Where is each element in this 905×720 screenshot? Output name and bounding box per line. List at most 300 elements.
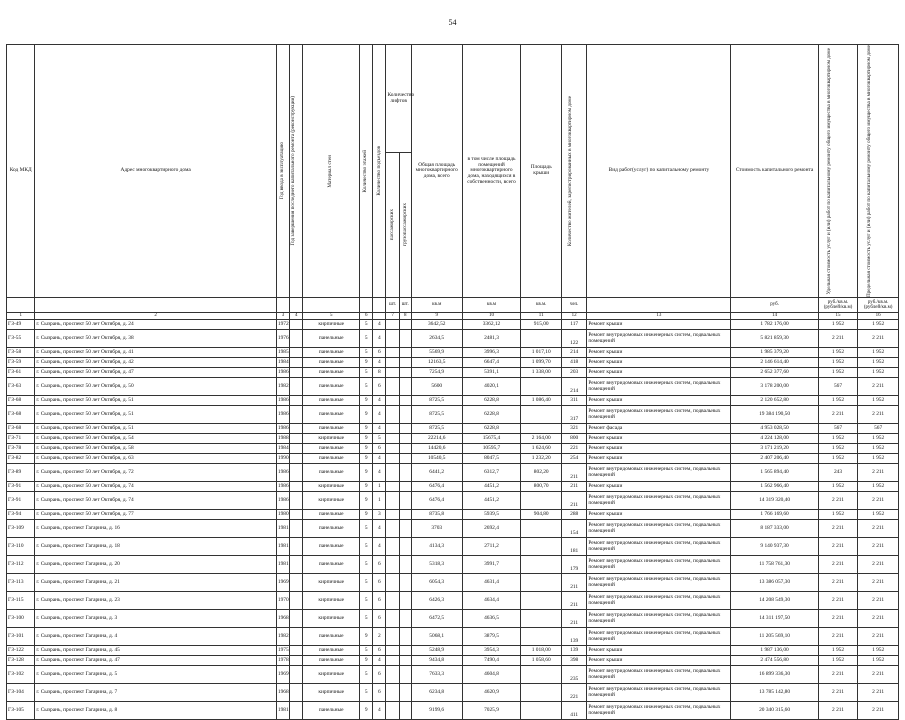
cell-max: 2 211 xyxy=(858,464,899,482)
col-index: 4 xyxy=(290,313,303,320)
cell-total: 6472,5 xyxy=(411,610,462,628)
cell-empty xyxy=(386,538,399,556)
table-row xyxy=(7,666,899,684)
cell-empty xyxy=(386,368,399,378)
col-index: 13 xyxy=(587,313,731,320)
cell-people: 288 xyxy=(562,510,587,520)
cell-empty xyxy=(290,510,303,520)
cell-max: 1 952 xyxy=(858,454,899,464)
cell-floors: 5 xyxy=(360,592,373,610)
table-row xyxy=(7,574,899,592)
table-row xyxy=(7,444,899,454)
cell-address: г. Сызрань, проспект 50 лет Октября, д. 41 xyxy=(35,348,277,358)
cell-mat: кирпичные xyxy=(303,610,360,628)
cell-code: ГЗ-61 xyxy=(7,368,35,378)
cell-empty xyxy=(290,406,303,424)
col-year-built-header: Год ввода в эксплуатацию xyxy=(276,45,289,298)
col-index: 3 xyxy=(276,313,289,320)
cell-ent: 6 xyxy=(373,348,386,358)
cell-total: 3642,52 xyxy=(411,320,462,330)
unit-cell: кв.м xyxy=(411,298,462,313)
cell-cost: 3 178 200,00 xyxy=(731,378,818,396)
cell-mat: панельные xyxy=(303,464,360,482)
cell-cost: 2 146 614,40 xyxy=(731,358,818,368)
cell-total: 7254,9 xyxy=(411,368,462,378)
cell-code: ГЗ-101 xyxy=(7,628,35,646)
cell-empty xyxy=(386,684,399,702)
cell-address: г. Сызрань, проспект 50 лет Октября, д. 74 xyxy=(35,482,277,492)
cell-address: г. Сызрань, проспект Гагарина, д. 45 xyxy=(35,646,277,656)
cell-res: 6228,8 xyxy=(462,424,521,434)
table-row xyxy=(7,592,899,610)
table-row xyxy=(7,610,899,628)
cell-empty xyxy=(290,646,303,656)
cell-empty xyxy=(399,684,411,702)
cell-year: 1981 xyxy=(276,702,289,720)
col-cost-header: Стоимость капитального ремонта xyxy=(731,45,818,298)
cell-empty xyxy=(399,510,411,520)
cell-ent: 6 xyxy=(373,610,386,628)
cell-ent: 4 xyxy=(373,454,386,464)
cell-total: 5248,9 xyxy=(411,646,462,656)
cell-roof xyxy=(521,628,562,646)
cell-max: 1 952 xyxy=(858,368,899,378)
cell-empty xyxy=(399,330,411,348)
cell-year: 1986 xyxy=(276,482,289,492)
cell-empty xyxy=(386,482,399,492)
cell-res: 4020,1 xyxy=(462,378,521,396)
cell-res: 4620,9 xyxy=(462,684,521,702)
cell-roof: 1 624,60 xyxy=(521,444,562,454)
cell-empty xyxy=(386,320,399,330)
cell-total: 5600 xyxy=(411,378,462,396)
page-number: 54 xyxy=(448,18,457,27)
cell-empty xyxy=(386,628,399,646)
cell-total: 5318,3 xyxy=(411,556,462,574)
cell-ent: 4 xyxy=(373,358,386,368)
cell-code: ГЗ-104 xyxy=(7,684,35,702)
cell-people: 221 xyxy=(562,444,587,454)
cell-ent: 4 xyxy=(373,656,386,666)
cell-empty xyxy=(399,358,411,368)
col-index: 7 xyxy=(386,313,399,320)
table-row xyxy=(7,628,899,646)
cell-res: 15675,4 xyxy=(462,434,521,444)
cell-roof: 904,80 xyxy=(521,510,562,520)
cell-work: Ремонт крыши xyxy=(587,368,731,378)
cell-cost: 20 340 315,60 xyxy=(731,702,818,720)
table-row xyxy=(7,702,899,720)
cell-year: 1981 xyxy=(276,538,289,556)
cell-empty xyxy=(290,656,303,666)
cell-cost: 4 224 128,00 xyxy=(731,434,818,444)
cell-people: 117 xyxy=(562,320,587,330)
cell-people: 211 xyxy=(562,592,587,610)
cell-floors: 9 xyxy=(360,482,373,492)
cell-floors: 9 xyxy=(360,358,373,368)
cell-address: г. Сызрань, проспект Гагарина, д. 3 xyxy=(35,610,277,628)
cell-res: 3362,12 xyxy=(462,320,521,330)
cell-mat: кирпичные xyxy=(303,666,360,684)
cell-year: 1968 xyxy=(276,610,289,628)
cell-code: ГЗ-78 xyxy=(7,444,35,454)
cell-unit: 2 211 xyxy=(818,684,858,702)
units-row xyxy=(7,298,899,313)
cell-address: г. Сызрань, проспект Гагарина, д. 18 xyxy=(35,538,277,556)
cell-year: 1990 xyxy=(276,454,289,464)
cell-ent: 1 xyxy=(373,482,386,492)
cell-max: 1 952 xyxy=(858,656,899,666)
table-row xyxy=(7,656,899,666)
cell-empty xyxy=(399,610,411,628)
cell-res: 2711,2 xyxy=(462,538,521,556)
cell-ent: 6 xyxy=(373,592,386,610)
cell-code: ГЗ-105 xyxy=(7,702,35,720)
cell-work: Ремонт крыши xyxy=(587,656,731,666)
unit-cell: руб./кв.м. (рублей/кв.м) xyxy=(818,298,858,313)
table-row xyxy=(7,646,899,656)
cell-floors: 9 xyxy=(360,434,373,444)
cell-max: 2 211 xyxy=(858,628,899,646)
cell-max: 1 952 xyxy=(858,348,899,358)
table-row xyxy=(7,684,899,702)
cell-empty xyxy=(399,574,411,592)
cell-max: 2 211 xyxy=(858,574,899,592)
cell-total: 22214,6 xyxy=(411,434,462,444)
cell-roof xyxy=(521,610,562,628)
unit-cell: руб./кв.м. (рублей/кв.м) xyxy=(858,298,899,313)
cell-year: 1985 xyxy=(276,348,289,358)
cell-mat: кирпичные xyxy=(303,592,360,610)
cell-address: г. Сызрань, проспект 50 лет Октября, д. 58 xyxy=(35,444,277,454)
cell-year: 1986 xyxy=(276,464,289,482)
cell-people: 800 xyxy=(562,434,587,444)
cell-address: г. Сызрань, проспект 50 лет Октября, д. 42 xyxy=(35,358,277,368)
cell-code: ГЗ-71 xyxy=(7,434,35,444)
unit-cell: кв.м. xyxy=(521,298,562,313)
cell-res: 4631,4 xyxy=(462,574,521,592)
col-index: 6 xyxy=(360,313,373,320)
cell-address: г. Сызрань, проспект Гагарина, д. 20 xyxy=(35,556,277,574)
table-row xyxy=(7,348,899,358)
cell-empty xyxy=(399,492,411,510)
cell-unit: 567 xyxy=(818,378,858,396)
cell-total: 14420,6 xyxy=(411,444,462,454)
cell-year: 1982 xyxy=(276,378,289,396)
cell-year: 1986 xyxy=(276,368,289,378)
cell-total: 7633,3 xyxy=(411,666,462,684)
cell-code: ГЗ-94 xyxy=(7,510,35,520)
cell-people: 398 xyxy=(562,656,587,666)
cell-cost: 2 652 377,60 xyxy=(731,368,818,378)
cell-year: 1969 xyxy=(276,666,289,684)
cell-roof: 1 058,60 xyxy=(521,656,562,666)
cell-cost: 13 386 057,30 xyxy=(731,574,818,592)
cell-people: 154 xyxy=(562,520,587,538)
cell-cost: 16 899 336,30 xyxy=(731,666,818,684)
cell-year: 1982 xyxy=(276,628,289,646)
cell-unit: 1 952 xyxy=(818,348,858,358)
cell-work: Ремонт крыши xyxy=(587,444,731,454)
cell-address: г. Сызрань, проспект 50 лет Октября, д. 47 xyxy=(35,368,277,378)
unit-cell: кв.м xyxy=(462,298,521,313)
cell-empty xyxy=(290,610,303,628)
cell-work: Ремонт внутридомовых инженерных систем, подвальных помещений xyxy=(587,610,731,628)
cell-res: 6312,7 xyxy=(462,464,521,482)
cell-roof xyxy=(521,574,562,592)
cell-unit: 2 211 xyxy=(818,330,858,348)
cell-code: ГЗ-102 xyxy=(7,666,35,684)
cell-work: Ремонт крыши xyxy=(587,358,731,368)
cell-empty xyxy=(290,424,303,434)
unit-cell: чел. xyxy=(562,298,587,313)
cell-max: 2 211 xyxy=(858,378,899,396)
cell-max: 1 952 xyxy=(858,510,899,520)
cell-empty xyxy=(386,592,399,610)
cell-people: 211 xyxy=(562,574,587,592)
cell-work: Ремонт внутридомовых инженерных систем, подвальных помещений xyxy=(587,592,731,610)
cell-cost: 1 766 169,60 xyxy=(731,510,818,520)
cell-roof xyxy=(521,702,562,720)
table-row xyxy=(7,454,899,464)
cell-code: ГЗ-113 xyxy=(7,574,35,592)
cell-year: 1984 xyxy=(276,444,289,454)
cell-empty xyxy=(386,348,399,358)
col-index xyxy=(373,313,386,320)
cell-res: 5939,5 xyxy=(462,510,521,520)
cell-cost: 1 987 136,00 xyxy=(731,646,818,656)
cell-cost: 19 384 190,50 xyxy=(731,406,818,424)
cell-mat: панельные xyxy=(303,444,360,454)
col-index: 15 xyxy=(818,313,858,320)
cell-total: 8725,5 xyxy=(411,406,462,424)
cell-work: Ремонт внутридомовых инженерных систем, подвальных помещений xyxy=(587,520,731,538)
col-year-renov-header: Год завершения последнего капитального ремонта (реконструкции) xyxy=(290,45,303,298)
cell-mat: панельные xyxy=(303,510,360,520)
cell-work: Ремонт внутридомовых инженерных систем, подвальных помещений xyxy=(587,556,731,574)
cell-floors: 5 xyxy=(360,368,373,378)
cell-ent: 6 xyxy=(373,684,386,702)
cell-max: 1 952 xyxy=(858,396,899,406)
cell-cost: 1 565 894,40 xyxy=(731,464,818,482)
cell-empty xyxy=(386,702,399,720)
cell-empty xyxy=(290,684,303,702)
table-row xyxy=(7,434,899,444)
col-lifts-passenger-header: пассажирских xyxy=(386,153,399,298)
cell-work: Ремонт фасада xyxy=(587,424,731,434)
cell-empty xyxy=(386,444,399,454)
cell-total: 6234,8 xyxy=(411,684,462,702)
cell-code: ГЗ-128 xyxy=(7,656,35,666)
table-row xyxy=(7,538,899,556)
cell-res: 6228,8 xyxy=(462,406,521,424)
cell-address: г. Сызрань, проспект 50 лет Октября, д. 77 xyxy=(35,510,277,520)
cell-res: 2692,4 xyxy=(462,520,521,538)
cell-res: 5391,1 xyxy=(462,368,521,378)
col-material-header: Материал стен xyxy=(303,45,360,298)
cell-unit: 1 952 xyxy=(818,656,858,666)
col-index: 5 xyxy=(303,313,360,320)
cell-unit: 2 211 xyxy=(818,628,858,646)
cell-ent: 1 xyxy=(373,492,386,510)
cell-work: Ремонт крыши xyxy=(587,646,731,656)
cell-people: 211 xyxy=(562,610,587,628)
cell-floors: 5 xyxy=(360,538,373,556)
cell-empty xyxy=(290,520,303,538)
cell-ent: 4 xyxy=(373,396,386,406)
table-row xyxy=(7,406,899,424)
cell-ent: 8 xyxy=(373,368,386,378)
cell-year: 1981 xyxy=(276,556,289,574)
cell-total: 8725,5 xyxy=(411,396,462,406)
cell-empty xyxy=(399,320,411,330)
cell-address: г. Сызрань, проспект 50 лет Октября, д. 74 xyxy=(35,492,277,510)
cell-ent: 6 xyxy=(373,444,386,454)
cell-people: 254 xyxy=(562,454,587,464)
cell-empty xyxy=(290,482,303,492)
unit-cell: шт. xyxy=(386,298,399,313)
cell-max: 2 211 xyxy=(858,666,899,684)
cell-res: 4451,2 xyxy=(462,492,521,510)
cell-total: 6054,3 xyxy=(411,574,462,592)
cell-year: 1968 xyxy=(276,684,289,702)
col-index: 9 xyxy=(411,313,462,320)
cell-empty xyxy=(386,330,399,348)
cell-year: 1988 xyxy=(276,434,289,444)
cell-empty xyxy=(386,378,399,396)
cell-roof xyxy=(521,538,562,556)
cell-year: 1980 xyxy=(276,510,289,520)
cell-empty xyxy=(399,406,411,424)
cell-work: Ремонт крыши xyxy=(587,396,731,406)
cell-code: ГЗ-110 xyxy=(7,538,35,556)
cell-mat: кирпичные xyxy=(303,482,360,492)
col-lifts-header: Количество лифтов xyxy=(386,45,411,153)
cell-empty xyxy=(290,574,303,592)
cell-floors: 5 xyxy=(360,556,373,574)
cell-mat: панельные xyxy=(303,424,360,434)
cell-res: 6228,8 xyxy=(462,396,521,406)
cell-unit: 1 952 xyxy=(818,454,858,464)
cell-empty xyxy=(290,666,303,684)
cell-empty xyxy=(399,482,411,492)
cell-ent: 4 xyxy=(373,464,386,482)
cell-total: 6426,3 xyxy=(411,592,462,610)
cell-mat: панельные xyxy=(303,330,360,348)
col-index: 8 xyxy=(399,313,411,320)
cell-floors: 5 xyxy=(360,348,373,358)
cell-code: ГЗ-68 xyxy=(7,406,35,424)
cell-floors: 5 xyxy=(360,574,373,592)
cell-res: 10595,7 xyxy=(462,444,521,454)
cell-people: 203 xyxy=(562,368,587,378)
table-body xyxy=(7,320,899,720)
cell-unit: 1 952 xyxy=(818,434,858,444)
cell-unit: 2 211 xyxy=(818,556,858,574)
cell-empty xyxy=(399,444,411,454)
cell-roof: 1 338,00 xyxy=(521,368,562,378)
cell-ent: 5 xyxy=(373,434,386,444)
header-row-top xyxy=(7,45,899,153)
cell-empty xyxy=(399,348,411,358)
repair-register-table xyxy=(6,44,899,720)
cell-floors: 5 xyxy=(360,646,373,656)
cell-roof: 800,70 xyxy=(521,482,562,492)
cell-empty xyxy=(386,574,399,592)
cell-empty xyxy=(290,444,303,454)
cell-max: 2 211 xyxy=(858,492,899,510)
cell-people: 139 xyxy=(562,646,587,656)
cell-empty xyxy=(290,434,303,444)
cell-address: г. Сызрань, проспект 50 лет Октября, д. 54 xyxy=(35,434,277,444)
cell-unit: 2 211 xyxy=(818,574,858,592)
cell-floors: 9 xyxy=(360,510,373,520)
cell-max: 1 952 xyxy=(858,320,899,330)
cell-res: 4634,4 xyxy=(462,592,521,610)
cell-people: 181 xyxy=(562,538,587,556)
cell-res: 3996,3 xyxy=(462,348,521,358)
col-address-header: Адрес многоквартирного дома xyxy=(35,45,277,298)
cell-max: 2 211 xyxy=(858,684,899,702)
col-entrances-header: Количество подъездов xyxy=(373,45,386,298)
cell-empty xyxy=(399,556,411,574)
cell-res: 3879,5 xyxy=(462,628,521,646)
cell-res: 4636,5 xyxy=(462,610,521,628)
cell-year: 1969 xyxy=(276,574,289,592)
cell-address: г. Сызрань, проспект 50 лет Октября, д. 51 xyxy=(35,396,277,406)
cell-people: 179 xyxy=(562,556,587,574)
cell-year: 1975 xyxy=(276,646,289,656)
cell-year: 1986 xyxy=(276,424,289,434)
cell-people: 211 xyxy=(562,482,587,492)
table-row xyxy=(7,424,899,434)
cell-floors: 9 xyxy=(360,492,373,510)
cell-floors: 9 xyxy=(360,444,373,454)
cell-work: Ремонт внутридомовых инженерных систем, подвальных помещений xyxy=(587,684,731,702)
cell-unit: 1 952 xyxy=(818,320,858,330)
cell-ent: 3 xyxy=(373,510,386,520)
cell-year: 1984 xyxy=(276,358,289,368)
cell-empty xyxy=(290,348,303,358)
cell-unit: 1 952 xyxy=(818,368,858,378)
cell-work: Ремонт внутридомовых инженерных систем, подвальных помещений xyxy=(587,492,731,510)
cell-work: Ремонт крыши xyxy=(587,482,731,492)
cell-res: 7025,9 xyxy=(462,702,521,720)
cell-address: г. Сызрань, проспект 50 лет Октября, д. 51 xyxy=(35,424,277,434)
cell-cost: 2 120 652,80 xyxy=(731,396,818,406)
cell-total: 2634,5 xyxy=(411,330,462,348)
cell-total: 5569,9 xyxy=(411,348,462,358)
cell-empty xyxy=(290,378,303,396)
cell-max: 2 211 xyxy=(858,592,899,610)
cell-floors: 9 xyxy=(360,424,373,434)
col-unit-cost-header: Удельная стоимость услуг и (или) работ по капитальному ремонту общего имущества в многоквартирном доме xyxy=(818,45,858,298)
cell-code: ГЗ-58 xyxy=(7,348,35,358)
cell-code: ГЗ-49 xyxy=(7,320,35,330)
cell-unit: 1 952 xyxy=(818,444,858,454)
cell-roof xyxy=(521,684,562,702)
cell-empty xyxy=(386,510,399,520)
table-row xyxy=(7,510,899,520)
cell-code: ГЗ-59 xyxy=(7,358,35,368)
cell-unit: 567 xyxy=(818,424,858,434)
cell-cost: 13 785 142,80 xyxy=(731,684,818,702)
cell-work: Ремонт крыши xyxy=(587,434,731,444)
cell-ent: 4 xyxy=(373,520,386,538)
cell-cost: 1 562 966,40 xyxy=(731,482,818,492)
cell-max: 1 952 xyxy=(858,434,899,444)
cell-year: 1970 xyxy=(276,592,289,610)
